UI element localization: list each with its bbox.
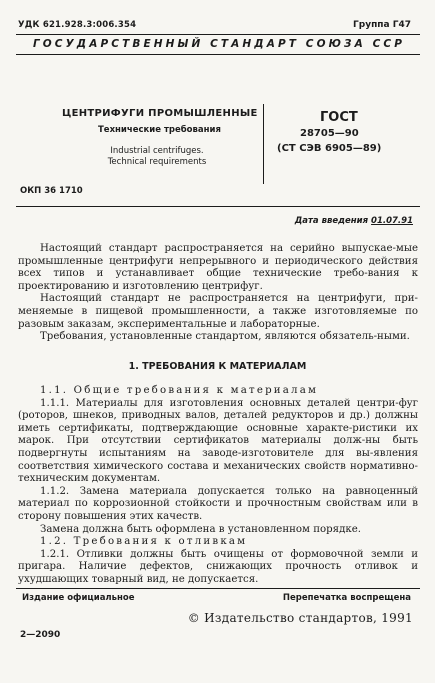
section-text: [18, 385, 418, 587]
paragraph-1-2-1: 1.2.1. Отливки должны быть очищены от формовочной земли и пригара. Наличие дефектов, снижающих прочность отливок и ухудшающих товарный вид, не допускается.: [18, 548, 418, 585]
english-title-line-2: Technical requirements: [107, 157, 207, 167]
udk-code: УДК 621.928.3:006.354: [18, 20, 137, 30]
intro-paragraph-3: Требования, установленные стандартом, являются обязатель-ными.: [40, 331, 410, 343]
english-title: [82, 146, 232, 168]
top-rule: [16, 34, 420, 35]
copyright: © Издательство стандартов, 1991: [187, 611, 413, 625]
english-title-line-1: Industrial centrifuges.: [110, 146, 204, 156]
intro-paragraph-2: Настоящий стандарт не распространяется на центрифуги, при-меняемые в пищевой промышленности, а также изготовляемые по разовым заказам, экспериментальные и лабораторные.: [18, 293, 418, 330]
intro-text: [18, 243, 418, 344]
header-rule: [16, 54, 420, 55]
paragraph-1-1-1: 1.1.1. Материалы для изготовления основных деталей центри-фуг (роторов, шнеков, приводных валов, деталей редукторов и др.) должны иметь сертификаты, подтверждающие основные характе-ристики их марок. При отсутствии сертификатов материалы долж-ны быть подвергнуты испытаниям на заводе-изготовителе для вы-явления соответствия химического состава и механических свойств нормативно-техническим документам.: [18, 397, 418, 485]
introduction-date: [295, 216, 413, 226]
gost-number: 28705—90: [300, 128, 359, 139]
date-rule: [16, 206, 420, 207]
sev-reference: (СТ СЭВ 6905—89): [277, 143, 382, 154]
date-value: 01.07.91: [371, 216, 413, 226]
gost-label: ГОСТ: [320, 110, 358, 125]
reprint-notice: Перепечатка воспрещена: [282, 593, 411, 603]
title-divider: [263, 104, 264, 184]
okp-code: ОКП 36 1710: [20, 186, 83, 196]
paragraph-1-1-2-note: Замена должна быть оформлена в установленном порядке.: [40, 523, 361, 535]
paragraph-1-1-2: 1.1.2. Замена материала допускается только на равноценный материал по коррозионной стойкости и прочностным свойствам или в сторону повышения этих качеств.: [18, 485, 418, 522]
official-edition: Издание официальное: [22, 593, 135, 603]
subsection-heading-1-1: 1.1. Общие требования к материалам: [40, 385, 319, 396]
standard-subtitle: Технические требования: [98, 125, 221, 135]
date-label: Дата введения: [294, 216, 369, 226]
footer-rule: [16, 588, 420, 589]
standard-title: ЦЕНТРИФУГИ ПРОМЫШЛЕННЫЕ: [62, 108, 258, 119]
section-title: 1. ТРЕБОВАНИЯ К МАТЕРИАЛАМ: [128, 361, 307, 372]
subsection-heading-1-2: 1.2. Требования к отливкам: [40, 536, 248, 548]
print-code: 2—2090: [20, 630, 61, 640]
agency-title: ГОСУДАРСТВЕННЫЙ СТАНДАРТ СОЮЗА ССР: [32, 38, 405, 50]
intro-paragraph-1: Настоящий стандарт распространяется на серийно выпускае-мые промышленные центрифуги непрерывного и периодического действия всех типов и устанавливает общие технические требо-вания к проектированию и изготовлению центрифуг.: [18, 243, 418, 292]
group-code: Группа Г47: [353, 20, 411, 30]
